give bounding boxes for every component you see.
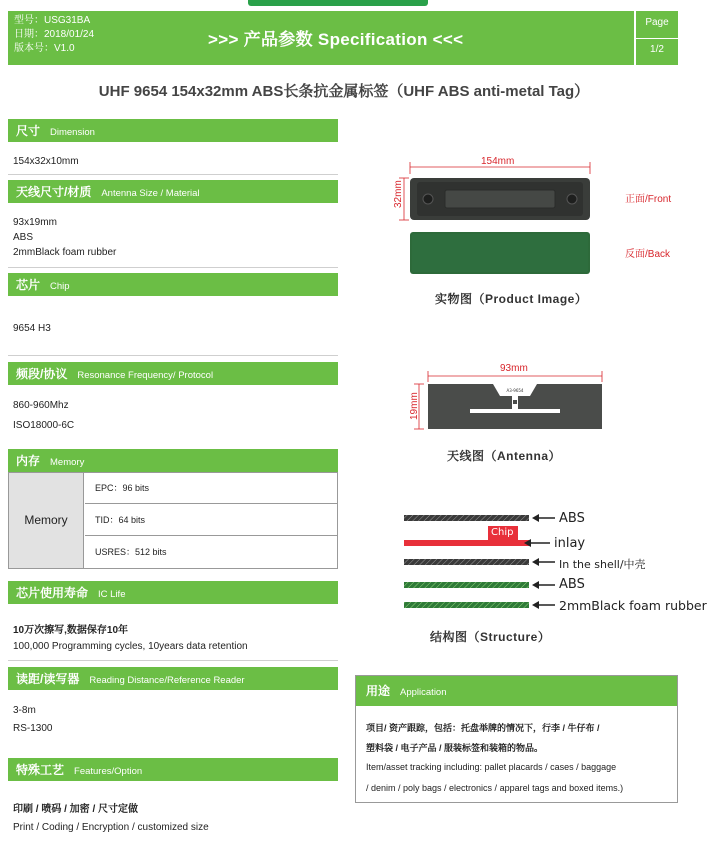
dimension-value: 154x32x10mm bbox=[13, 156, 79, 167]
antenna-chip-mark: A3-9654 bbox=[506, 388, 524, 393]
chip-value: 9654 H3 bbox=[13, 323, 51, 334]
layer-inlay bbox=[404, 540, 529, 546]
page-indicator bbox=[634, 11, 678, 65]
back-label: 反面/Back bbox=[625, 249, 671, 260]
antenna-size: 93x19mm bbox=[13, 217, 57, 228]
layer-label-foam: 2mmBlack foam rubber bbox=[559, 598, 707, 613]
section-title-en: Reading Distance/Reference Reader bbox=[89, 675, 245, 686]
section-title-zh: 内存 bbox=[16, 454, 41, 468]
product-image bbox=[390, 150, 600, 280]
section-title-zh: 天线尺寸/材质 bbox=[16, 185, 92, 199]
section-features bbox=[8, 758, 338, 781]
section-dimension bbox=[8, 119, 338, 142]
layer-label-abs-bottom: ABS bbox=[559, 577, 585, 592]
antenna-material: ABS bbox=[13, 232, 34, 243]
protocol-value: ISO18000-6C bbox=[13, 420, 75, 431]
section-title-en: Dimension bbox=[50, 127, 95, 138]
layer-shell bbox=[404, 559, 529, 565]
product-width-label: 154mm bbox=[481, 156, 515, 167]
layer-label-inlay: inlay bbox=[554, 536, 586, 551]
divider bbox=[8, 355, 338, 356]
header-title: >>> 产品参数 Specification <<< bbox=[208, 30, 464, 49]
layer-abs-top bbox=[404, 515, 529, 521]
application-box bbox=[355, 675, 678, 803]
section-title-en: IC Life bbox=[98, 589, 126, 600]
application-header bbox=[356, 676, 677, 706]
page-number: 1/2 bbox=[650, 44, 664, 55]
layer-foam bbox=[404, 602, 529, 608]
section-title-en: Application bbox=[400, 687, 447, 698]
divider bbox=[8, 660, 338, 661]
application-line-2: 塑料袋 / 电子产品 / 服装标签和装箱的物品。 bbox=[366, 743, 544, 753]
frequency-value: 860-960Mhz bbox=[13, 400, 69, 411]
tag-back bbox=[410, 232, 590, 274]
memory-tid: TID：64 bits bbox=[85, 505, 337, 536]
section-title-zh: 频段/协议 bbox=[16, 367, 68, 381]
ic-life-en: 100,000 Programming cycles, 10years data retention bbox=[13, 641, 248, 652]
ic-life-zh: 10万次擦写,数据保存10年 bbox=[13, 625, 129, 636]
application-line-3: Item/asset tracking including: pallet placards / cases / baggage bbox=[366, 762, 617, 772]
doc-date: 日期：2018/01/24 bbox=[14, 29, 95, 40]
features-en: Print / Coding / Encryption / customized size bbox=[13, 822, 209, 833]
front-label: 正面/Front bbox=[625, 194, 672, 205]
layer-abs-bottom bbox=[404, 582, 529, 588]
section-title-zh: 芯片 bbox=[16, 278, 41, 292]
application-line-4: / denim / poly bags / electronics / apparel tags and boxed items.) bbox=[366, 783, 624, 793]
layer-label-abs-top: ABS bbox=[559, 511, 585, 526]
section-ic-life bbox=[8, 581, 338, 604]
section-title-zh: 特殊工艺 bbox=[16, 763, 65, 777]
section-title-en: Memory bbox=[50, 457, 85, 468]
antenna-width-label: 93mm bbox=[500, 363, 528, 374]
section-title-zh: 用途 bbox=[366, 684, 391, 698]
layer-label-shell: In the shell/中壳 bbox=[559, 558, 646, 571]
page-divider bbox=[636, 38, 678, 39]
chip-label: Chip bbox=[491, 527, 514, 538]
application-line-1: 项目/ 资产跟踪，包括：托盘举牌的情况下，行李 / 牛仔布 / bbox=[366, 723, 600, 733]
section-frequency bbox=[8, 362, 338, 385]
antenna-caption: 天线图（Antenna） bbox=[447, 449, 562, 463]
memory-user: USRES：512 bits bbox=[95, 547, 167, 557]
doc-version: 版本号：V1.0 bbox=[14, 43, 75, 54]
antenna-foam: 2mmBlack foam rubber bbox=[13, 247, 117, 258]
section-title-en: Features/Option bbox=[74, 766, 143, 777]
memory-label: Memory bbox=[9, 473, 84, 568]
tag-front bbox=[410, 178, 590, 220]
section-reading bbox=[8, 667, 338, 690]
section-title-zh: 尺寸 bbox=[16, 124, 41, 138]
structure-caption: 结构图（Structure） bbox=[430, 630, 551, 644]
section-memory bbox=[8, 449, 338, 472]
section-chip bbox=[8, 273, 338, 296]
reading-distance: 3-8m bbox=[13, 705, 36, 716]
section-title-en: Resonance Frequency/ Protocol bbox=[77, 370, 214, 381]
page-label: Page bbox=[645, 17, 669, 28]
section-title-en: Chip bbox=[50, 281, 70, 292]
divider bbox=[8, 174, 338, 175]
doc-meta bbox=[14, 14, 94, 56]
product-title: UHF 9654 154x32mm ABS长条抗金属标签（UHF ABS anti-metal Tag） bbox=[98, 83, 590, 100]
memory-epc: EPC：96 bits bbox=[85, 473, 337, 504]
top-decor-strip bbox=[248, 0, 428, 6]
spec-header bbox=[8, 11, 678, 65]
section-antenna bbox=[8, 180, 338, 203]
product-height-label: 32mm bbox=[393, 180, 404, 208]
divider bbox=[8, 267, 338, 268]
antenna-height-label: 19mm bbox=[409, 392, 420, 420]
section-title-zh: 芯片使用寿命 bbox=[16, 586, 89, 600]
structure-diagram bbox=[400, 505, 570, 615]
memory-table bbox=[8, 472, 338, 569]
section-title-en: Antenna Size / Material bbox=[101, 188, 200, 199]
reference-reader: RS-1300 bbox=[13, 723, 53, 734]
section-title-zh: 读距/读写器 bbox=[16, 672, 80, 686]
product-image-caption: 实物图（Product Image） bbox=[435, 292, 588, 306]
model-number: 型号：USG31BA bbox=[14, 15, 91, 26]
features-zh: 印刷 / 喷码 / 加密 / 尺寸定做 bbox=[13, 804, 139, 815]
